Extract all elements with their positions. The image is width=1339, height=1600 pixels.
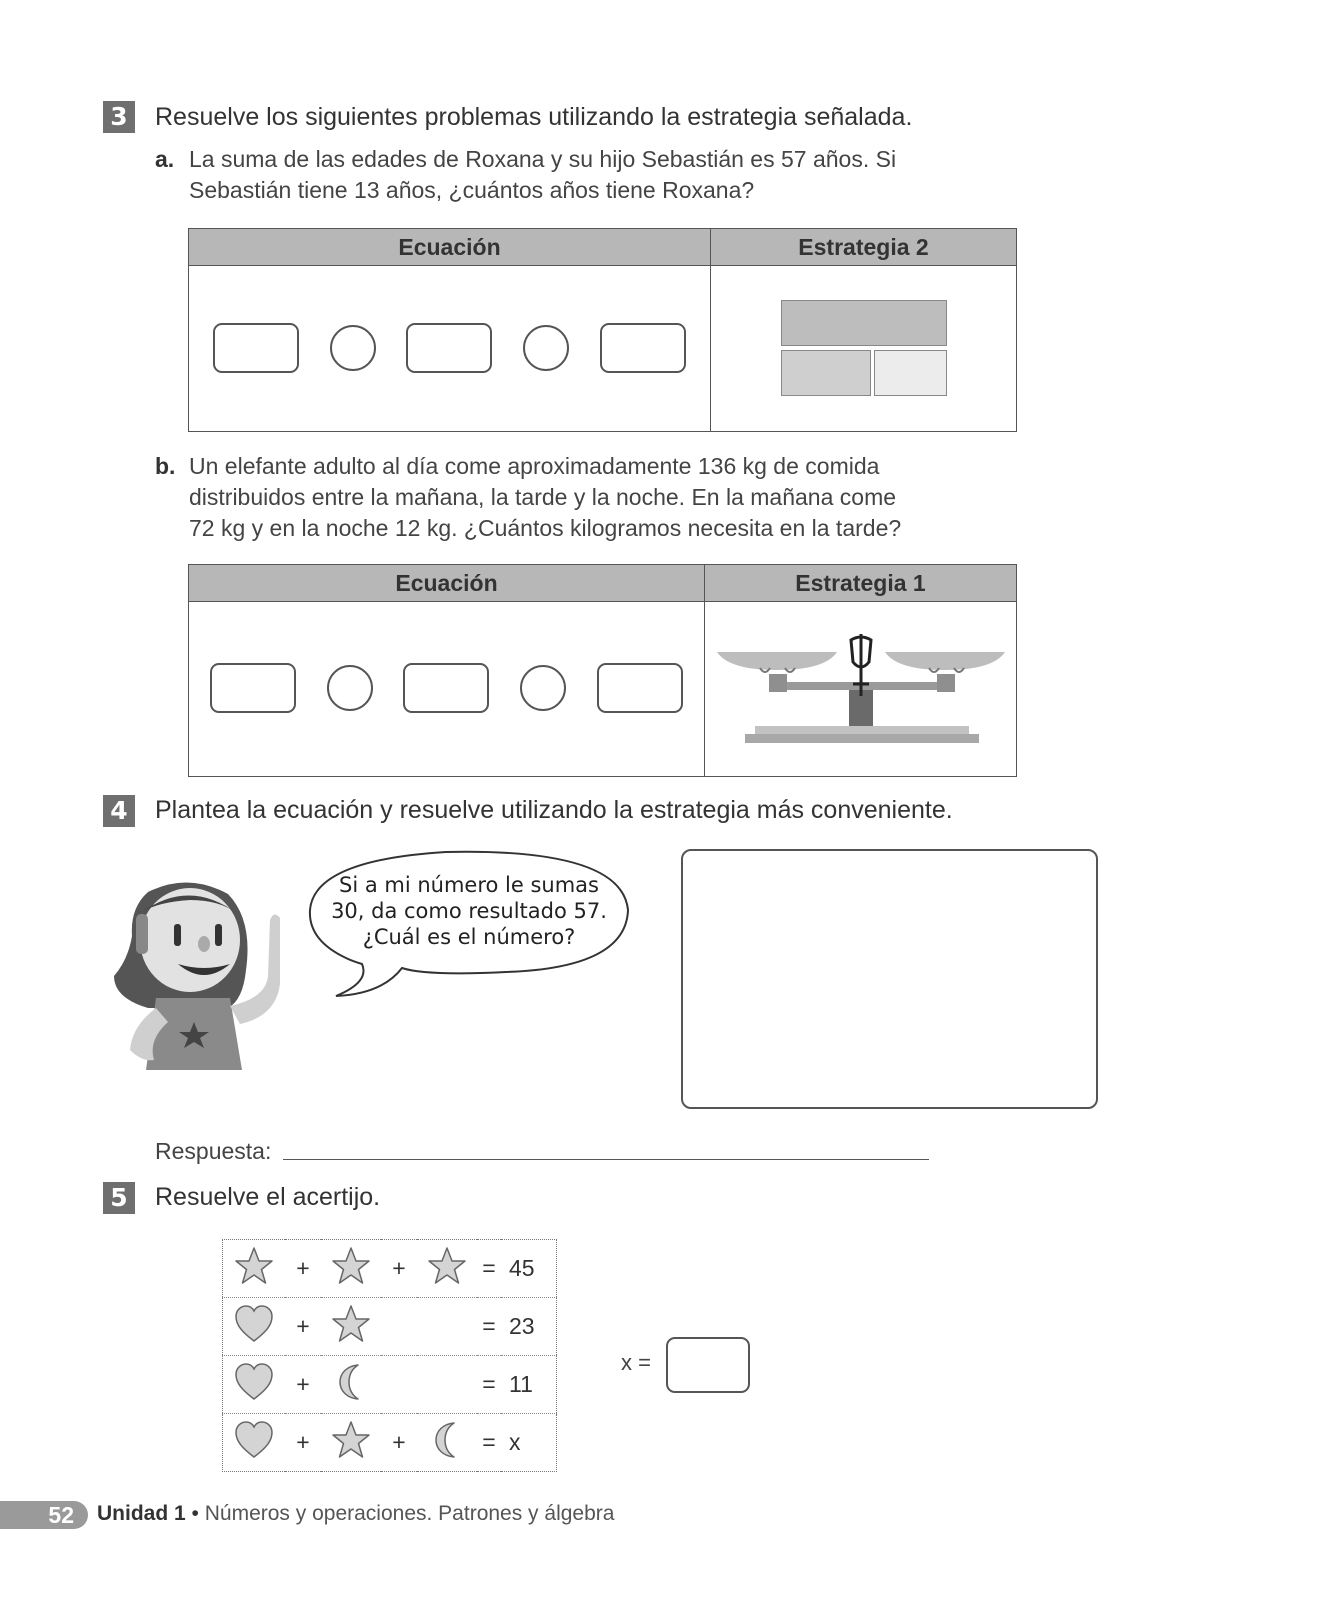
star-icon: [234, 1246, 274, 1286]
moon-icon: [331, 1362, 371, 1402]
star-icon: [331, 1420, 371, 1460]
exercise-5-title: Resuelve el acertijo.: [155, 1183, 381, 1211]
moon-icon: [427, 1420, 467, 1460]
star-icon: [331, 1304, 371, 1344]
bar-model-part-1[interactable]: [781, 350, 871, 396]
problem-a-table: [188, 228, 1017, 432]
riddle-row: [223, 1240, 557, 1298]
exercise-4-title: Plantea la ecuación y resuelve utilizando la estrategia más conveniente.: [155, 796, 953, 824]
footer-subtitle: Números y operaciones. Patrones y álgebra: [204, 1502, 615, 1525]
operator-circle-1[interactable]: [330, 325, 376, 371]
empty-slot: [417, 1298, 477, 1356]
riddle-result: 45: [509, 1255, 535, 1281]
heart-icon: [234, 1362, 274, 1402]
heart-icon: [234, 1304, 274, 1344]
x-label: x =: [621, 1350, 651, 1375]
equation-cell: [189, 266, 711, 432]
empty-op: [381, 1298, 417, 1356]
plus-sign: +: [392, 1255, 406, 1281]
speech-line-2: 30, da como resultado 57.: [331, 899, 607, 923]
riddle-row: [223, 1298, 557, 1356]
header-ecuacion: Ecuación: [189, 565, 705, 602]
problem-a-line1: La suma de las edades de Roxana y su hijo Sebastián es 57 años. Si: [189, 146, 897, 172]
problem-a-line2: Sebastián tiene 13 años, ¿cuántos años tiene Roxana?: [189, 177, 755, 203]
riddle-result: 11: [501, 1356, 557, 1414]
plus-sign: +: [296, 1255, 310, 1281]
problem-a-text: [189, 144, 1009, 206]
problem-b-letter: b.: [155, 453, 176, 479]
header-ecuacion: Ecuación: [189, 229, 711, 266]
strategy-cell: [705, 602, 1017, 777]
riddle-table: [222, 1239, 557, 1472]
operator-circle-2[interactable]: [523, 325, 569, 371]
strategy-cell: [711, 266, 1017, 432]
speech-text: [306, 872, 632, 950]
equation-box-2[interactable]: [403, 663, 489, 713]
empty-op: [381, 1356, 417, 1414]
bar-model-whole[interactable]: [781, 300, 947, 346]
footer-unit: Unidad 1: [97, 1502, 186, 1525]
equation-box-3[interactable]: [600, 323, 686, 373]
equation-box-3[interactable]: [597, 663, 683, 713]
exercise-4-badge: 4: [103, 795, 135, 827]
equals-sign: =: [477, 1356, 501, 1414]
equals-sign: =: [482, 1255, 496, 1281]
x-answer-box[interactable]: [666, 1337, 750, 1393]
exercise-3-title: Resuelve los siguientes problemas utilizando la estrategia señalada.: [155, 103, 913, 131]
operator-circle-2[interactable]: [520, 665, 566, 711]
balance-scale-icon: [715, 632, 1007, 748]
answer-label: Respuesta:: [155, 1138, 272, 1164]
plus-sign: +: [285, 1356, 321, 1414]
equation-box-2[interactable]: [406, 323, 492, 373]
answer-line[interactable]: [283, 1159, 929, 1160]
plus-sign: +: [285, 1298, 321, 1356]
equals-sign: =: [477, 1298, 501, 1356]
empty-slot: [417, 1356, 477, 1414]
speech-line-1: Si a mi número le sumas: [339, 873, 599, 897]
work-area-box[interactable]: [681, 849, 1098, 1109]
problem-b-line1: Un elefante adulto al día come aproximadamente 136 kg de comida: [189, 453, 880, 479]
header-estrategia: Estrategia 2: [711, 229, 1017, 266]
exercise-3-badge: 3: [103, 101, 135, 133]
bar-model-part-2[interactable]: [874, 350, 947, 396]
problem-b-line3: 72 kg y en la noche 12 kg. ¿Cuántos kilogramos necesita en la tarde?: [189, 515, 902, 541]
footer-bullet: •: [191, 1502, 199, 1525]
problem-a-letter: a.: [155, 146, 175, 172]
riddle-row: [223, 1356, 557, 1414]
problem-b-text: [189, 451, 1009, 544]
problem-b-table: [188, 564, 1017, 777]
exercise-5-badge: 5: [103, 1182, 135, 1214]
footer-text: [97, 1502, 614, 1526]
star-icon: [331, 1246, 371, 1286]
equation-box-1[interactable]: [213, 323, 299, 373]
plus-sign: +: [381, 1414, 417, 1472]
plus-sign: +: [285, 1414, 321, 1472]
page-number: 52: [0, 1501, 88, 1529]
problem-b-line2: distribuidos entre la mañana, la tarde y la noche. En la mañana come: [189, 484, 897, 510]
star-icon: [427, 1246, 467, 1286]
header-estrategia: Estrategia 1: [705, 565, 1017, 602]
operator-circle-1[interactable]: [327, 665, 373, 711]
girl-character-icon: [108, 880, 288, 1076]
equation-cell: [189, 602, 705, 777]
riddle-result: 23: [501, 1298, 557, 1356]
speech-line-3: ¿Cuál es el número?: [362, 925, 576, 949]
equation-box-1[interactable]: [210, 663, 296, 713]
heart-icon: [234, 1420, 274, 1460]
riddle-row: [223, 1414, 557, 1472]
riddle-result: x: [501, 1414, 557, 1472]
equals-sign: =: [477, 1414, 501, 1472]
